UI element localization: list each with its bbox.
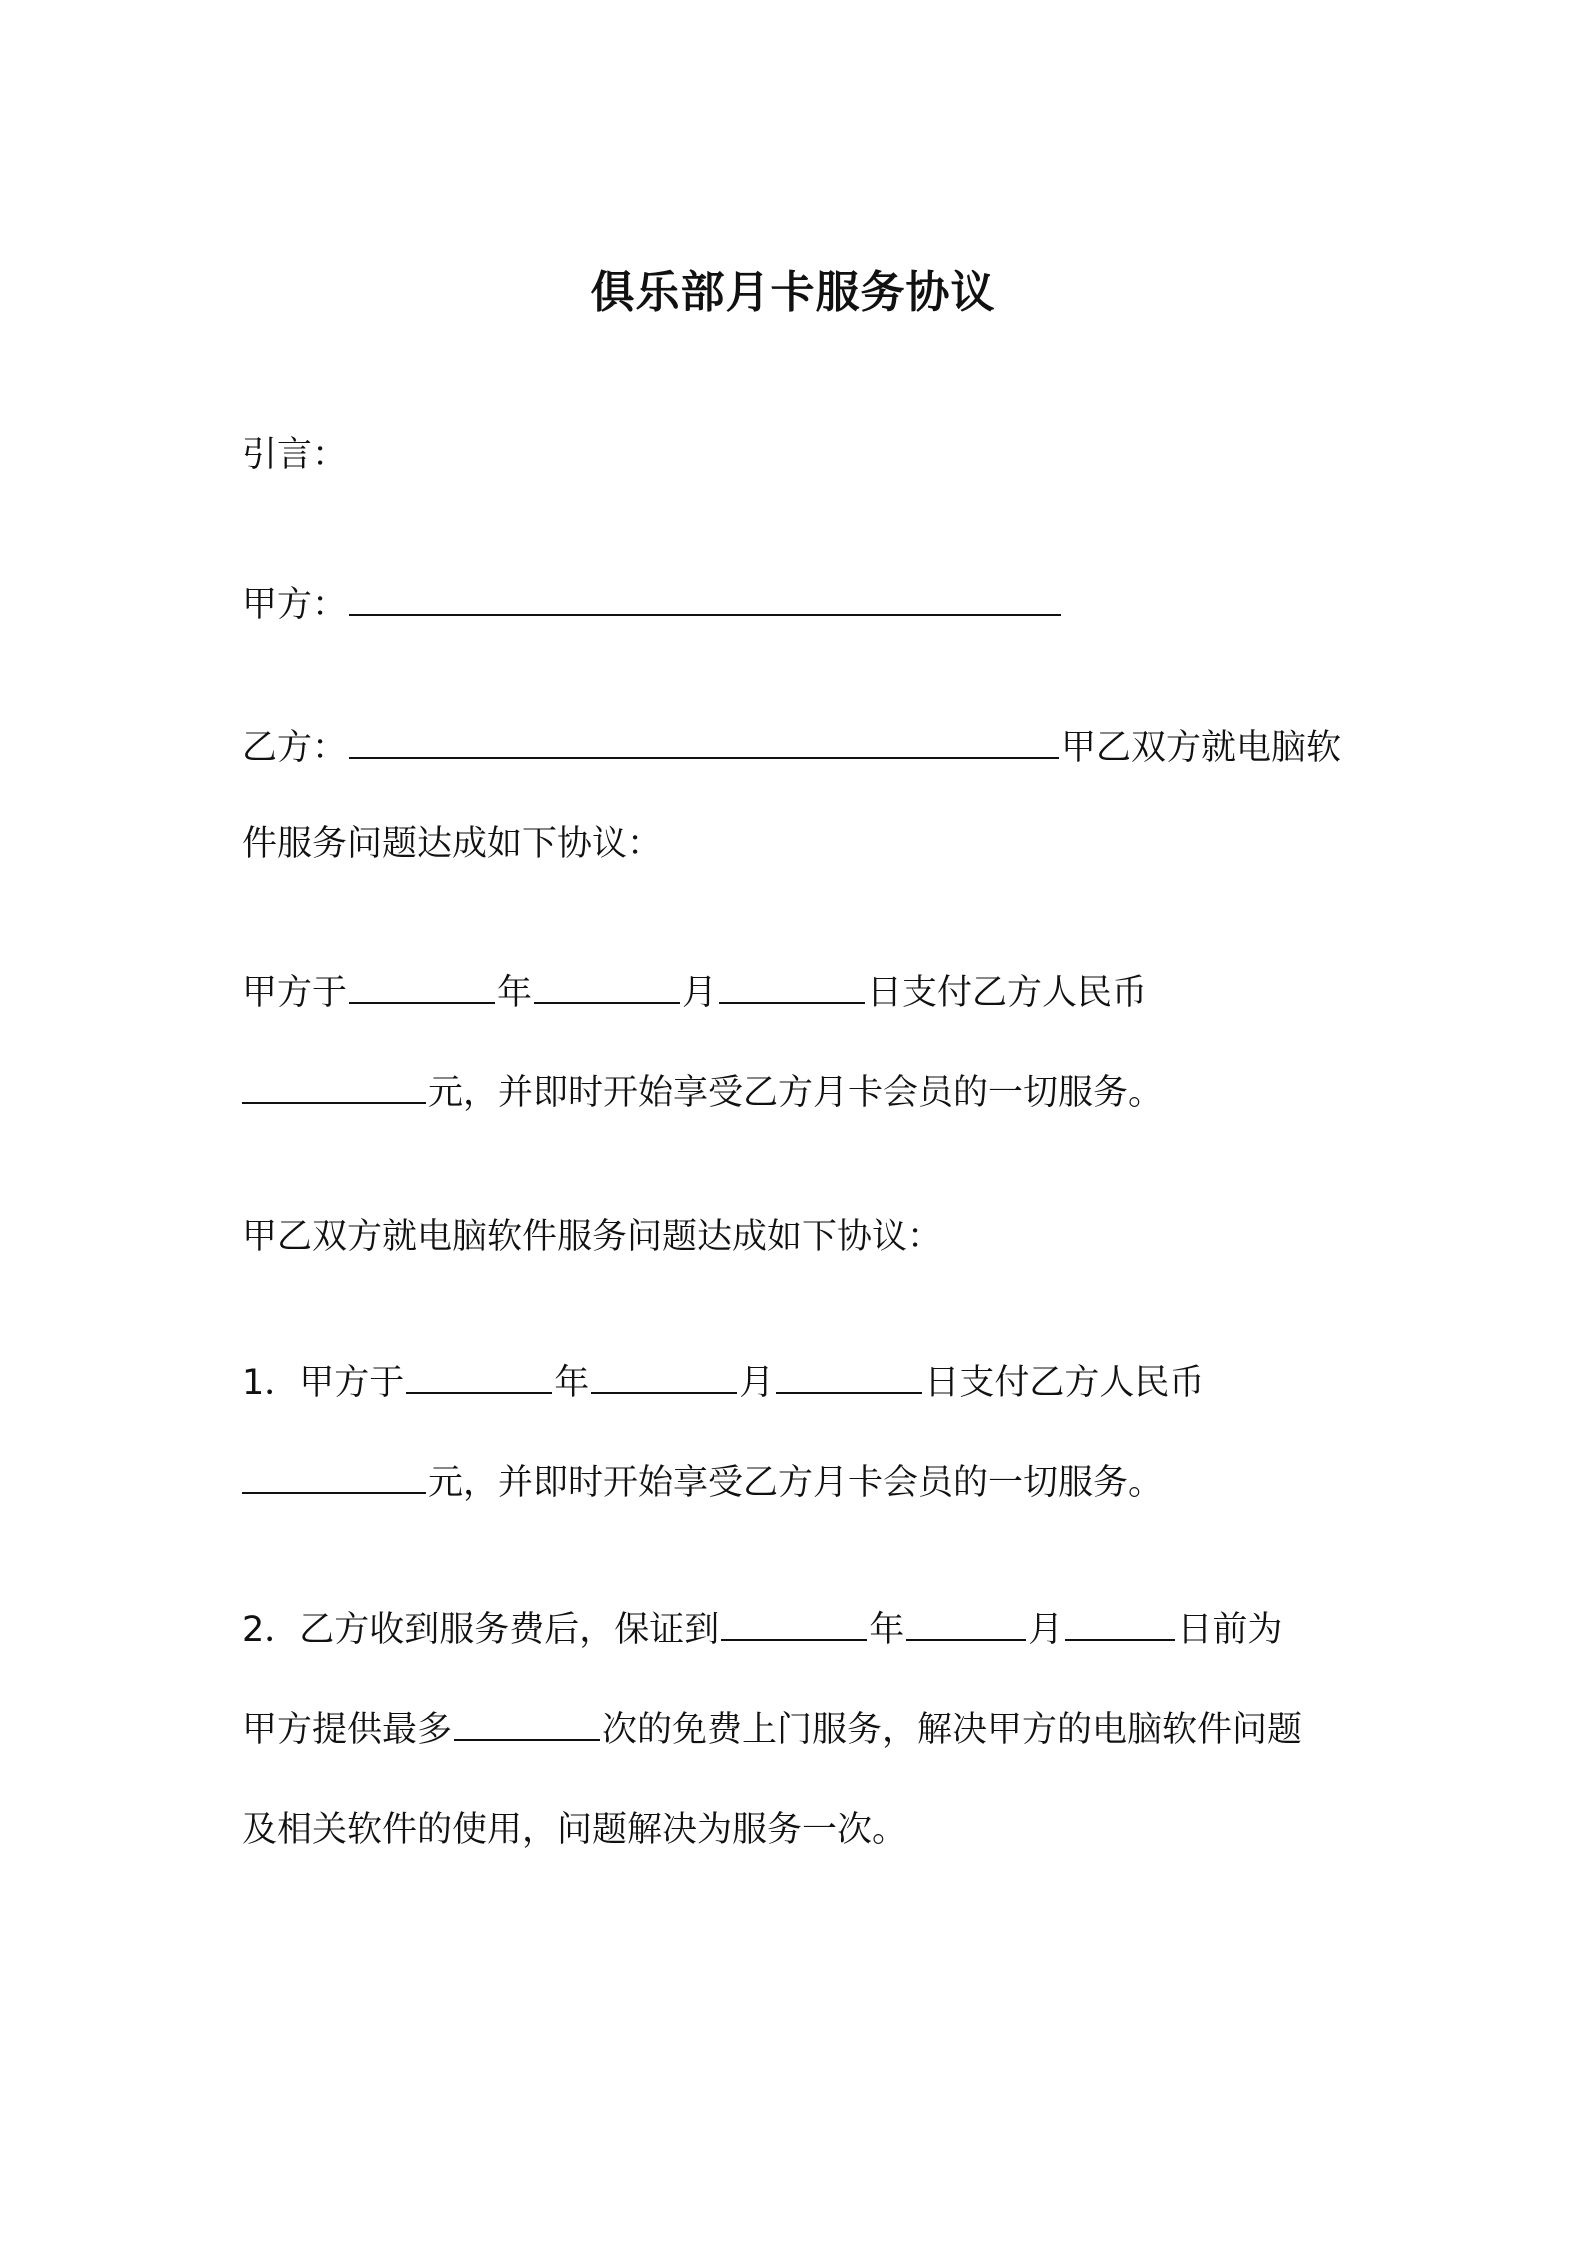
- item-1-month-blank: [591, 1358, 737, 1394]
- party-b-line2: 件服务问题达成如下协议：: [242, 824, 663, 864]
- payment-amount-blank: [242, 1068, 426, 1104]
- item-2-line-2: [242, 1700, 1362, 1760]
- payment-day-blank: [719, 968, 865, 1004]
- item-2-count-blank: [454, 1705, 600, 1741]
- party-a-blank: [349, 580, 1061, 616]
- item-2-line-1: [242, 1600, 1362, 1660]
- item-1-year-label: 年: [554, 1363, 590, 1403]
- payment-month-blank: [534, 968, 680, 1004]
- item-1-amount-blank: [242, 1458, 426, 1494]
- item-1-year-blank: [406, 1358, 552, 1394]
- item-2-line-2-lead: 甲方提供最多: [242, 1710, 453, 1750]
- party-b-blank: [349, 723, 1059, 759]
- item-2-line-3: 及相关软件的使用，问题解决为服务一次。: [242, 1810, 908, 1850]
- item-2-line-2-tail: 次的免费上门服务，解决甲方的电脑软件问题: [602, 1710, 1303, 1750]
- party-a-label: 甲方：: [242, 585, 348, 625]
- item-1-tail: 日支付乙方人民币: [924, 1363, 1205, 1403]
- item-1-line-2-tail: 元，并即时开始享受乙方月卡会员的一切服务。: [428, 1463, 1164, 1503]
- payment-year-label: 年: [497, 973, 533, 1013]
- item-1-month-label: 月: [739, 1363, 775, 1403]
- item-2-month-label: 月: [1028, 1610, 1064, 1650]
- item-1-line-1: [242, 1353, 1362, 1413]
- document-title: 俱乐部月卡服务协议: [590, 267, 996, 318]
- item-1-lead: 1．甲方于: [242, 1363, 405, 1403]
- party-b-tail: 甲乙双方就电脑软: [1061, 728, 1342, 768]
- item-2-month-blank: [906, 1605, 1026, 1641]
- item-1-line-2: [242, 1453, 1362, 1513]
- party-b-label: 乙方：: [242, 728, 348, 768]
- party-a-line: [242, 575, 1362, 635]
- item-2-day-blank: [1065, 1605, 1175, 1641]
- payment-line-2: [242, 1063, 1362, 1123]
- party-b-line: [242, 718, 1362, 778]
- item-1-day-blank: [776, 1358, 922, 1394]
- agreement-intro: 甲乙双方就电脑软件服务问题达成如下协议：: [242, 1217, 943, 1257]
- item-2-lead: 2．乙方收到服务费后，保证到: [242, 1610, 720, 1650]
- intro-label: 引言：: [242, 435, 348, 475]
- payment-tail: 日支付乙方人民币: [867, 973, 1148, 1013]
- payment-line-2-tail: 元，并即时开始享受乙方月卡会员的一切服务。: [428, 1073, 1164, 1113]
- item-2-tail: 日前为: [1177, 1610, 1283, 1650]
- item-2-year-label: 年: [869, 1610, 905, 1650]
- payment-month-label: 月: [682, 973, 718, 1013]
- item-2-year-blank: [721, 1605, 867, 1641]
- payment-lead: 甲方于: [242, 973, 348, 1013]
- payment-year-blank: [349, 968, 495, 1004]
- payment-line-1: [242, 963, 1362, 1023]
